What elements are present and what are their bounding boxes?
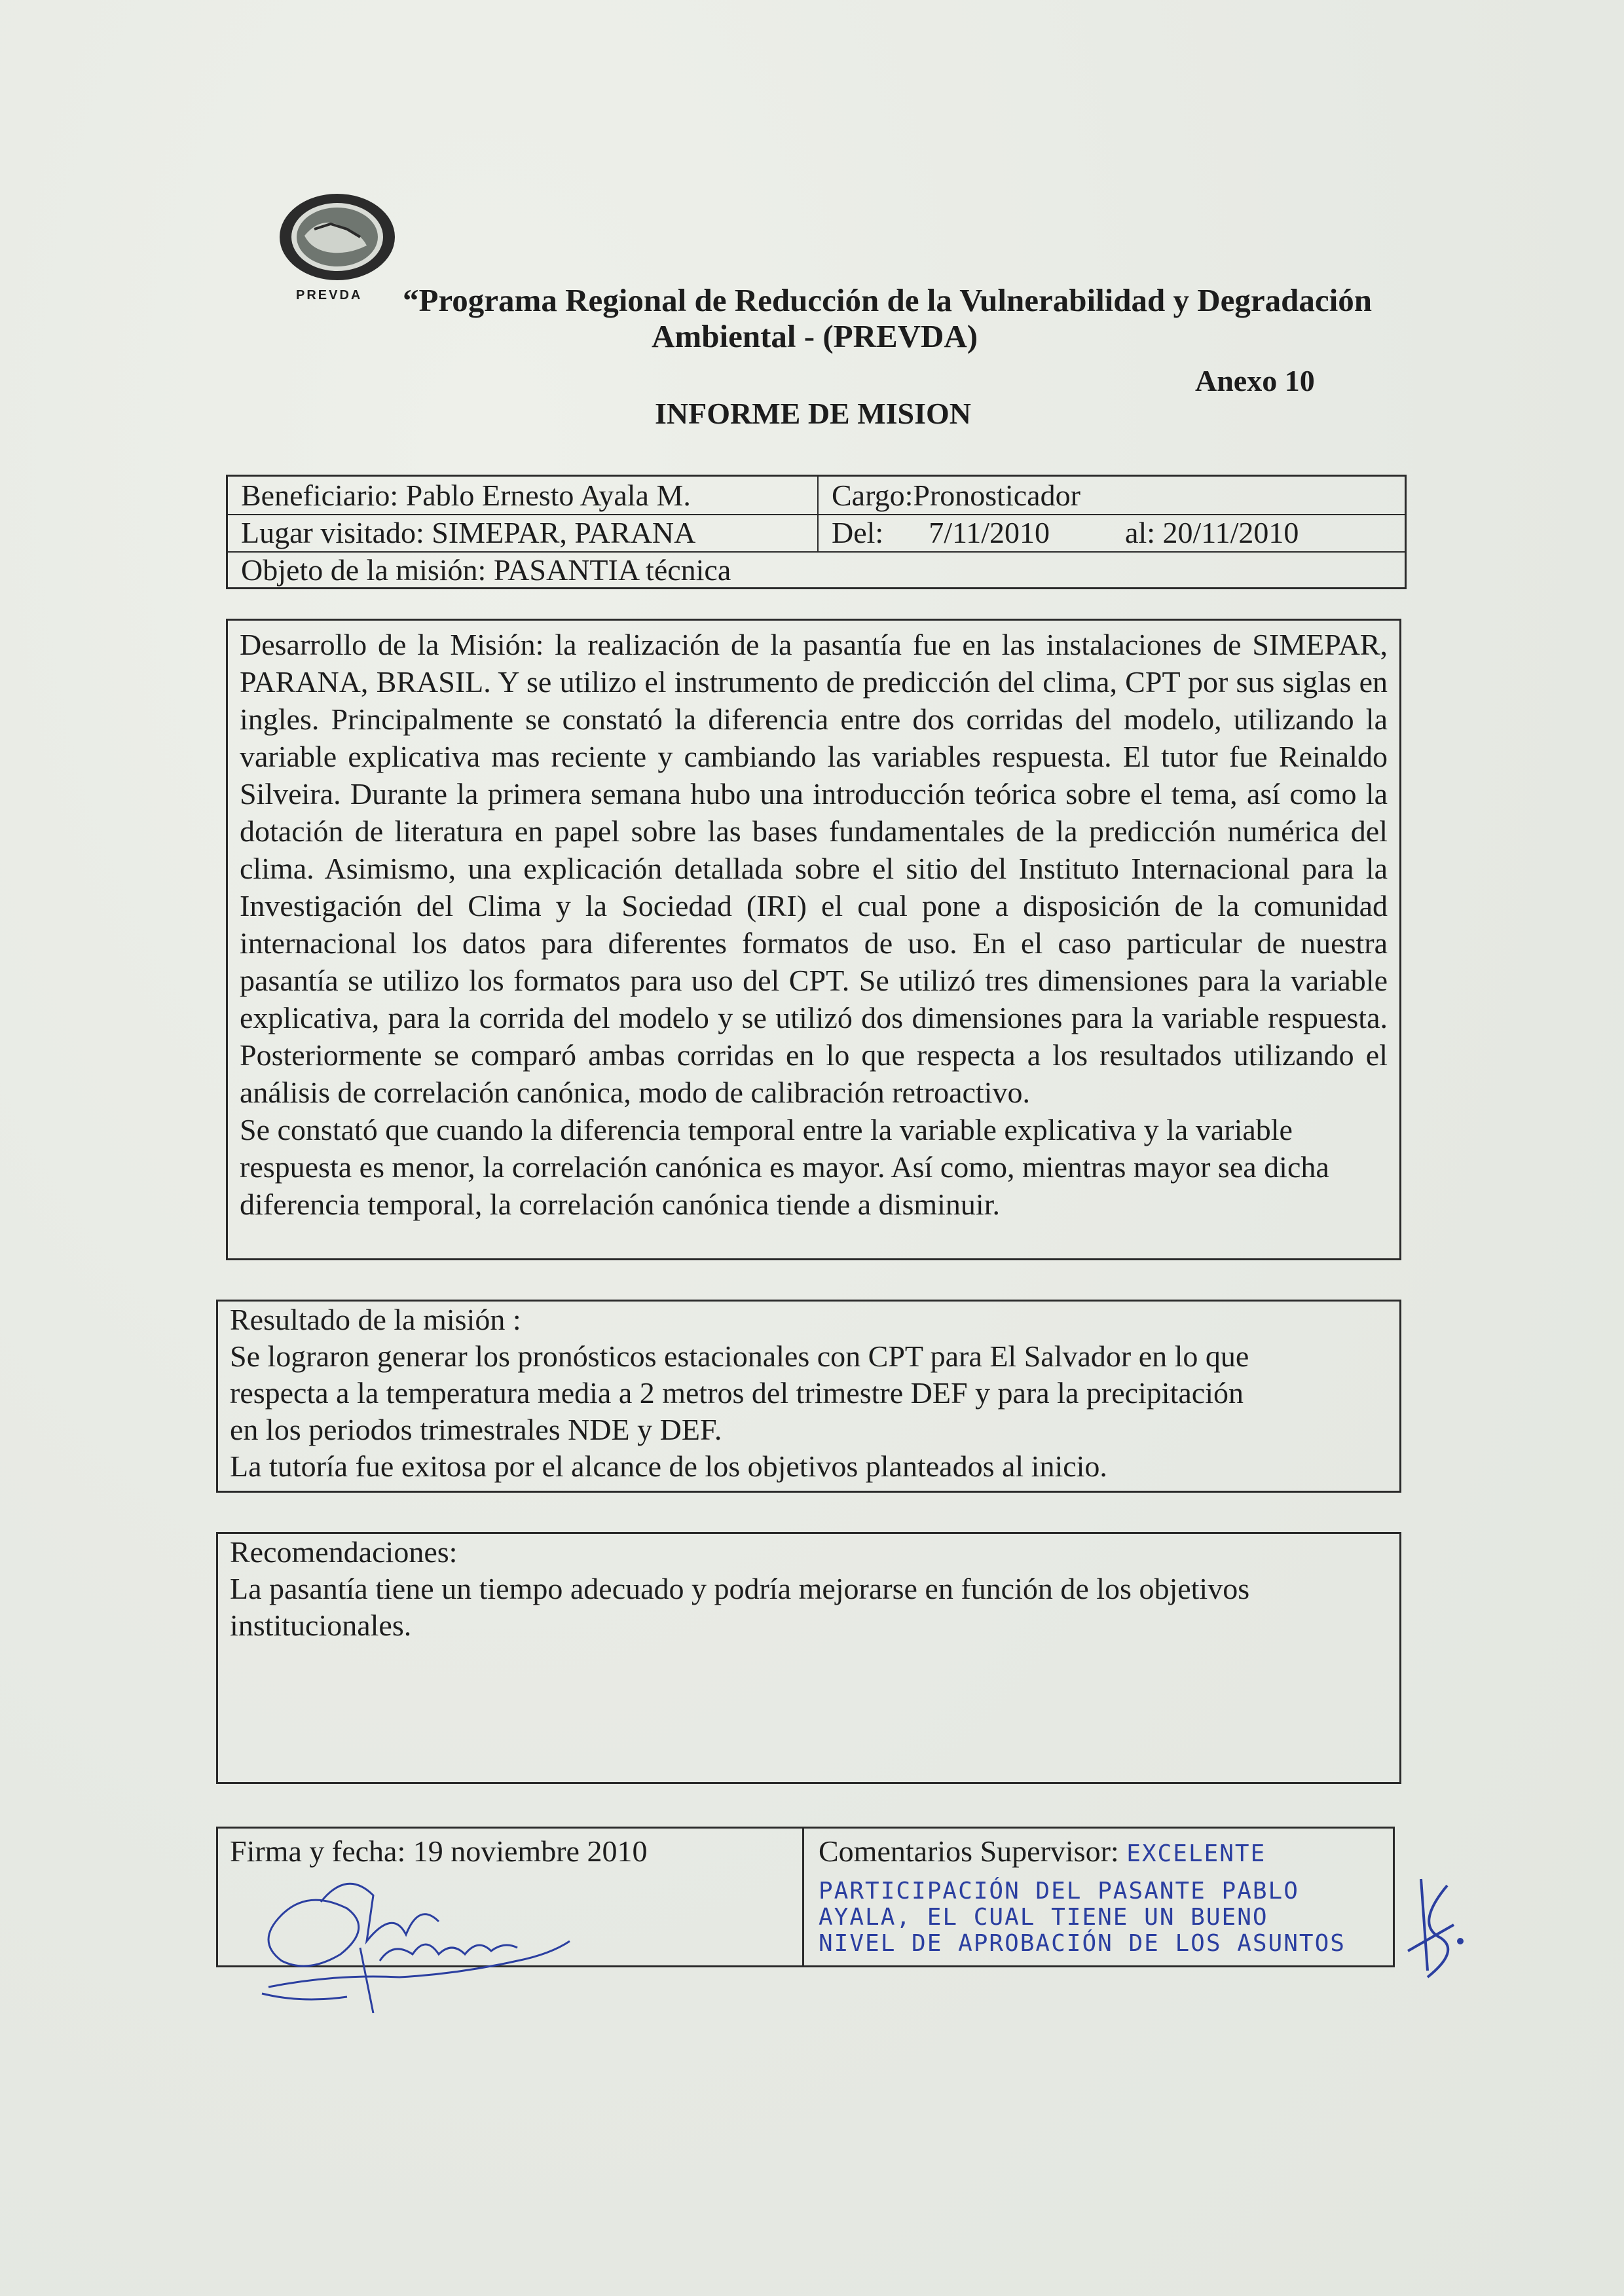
info-row-1 [228, 477, 1405, 515]
supervisor-comments-label: Comentarios Supervisor: [819, 1834, 1119, 1868]
supervisor-handwriting: EXCELENTE [1126, 1840, 1266, 1867]
recommendations-box [216, 1532, 1401, 1784]
result-line: La tutoría fue exitosa por el alcance de los objetivos planteados al inicio. [230, 1449, 1107, 1483]
supervisor-comments-cell [804, 1829, 1393, 1965]
logo-caption: PREVDA [296, 288, 363, 302]
result-line: respecta a la temperatura media a 2 metros del trimestre DEF y para la precipitación [230, 1376, 1244, 1410]
mission-development-conclusion: Se constató que cuando la diferencia temporal entre la variable explicativa y la variable respuesta es menor, la correlación canónica es mayor. Así como, mientras mayor sea dicha diferencia temporal, la correlación canónica tiende a disminuir. [240, 1113, 1329, 1221]
mission-info-table [226, 475, 1407, 589]
report-title: INFORME DE MISION [655, 397, 972, 430]
supervisor-handwriting: PARTICIPACIÓN DEL PASANTE PABLO [819, 1878, 1299, 1904]
result-line: Se lograron generar los pronósticos estacionales con CPT para El Salvador en lo que [230, 1339, 1249, 1373]
place-field: Lugar visitado: SIMEPAR, PARANA [241, 516, 696, 549]
supervisor-handwriting: NIVEL DE APROBACIÓN DE LOS ASUNTOS [819, 1930, 1346, 1957]
supervisor-initial-mark [1401, 1872, 1467, 1984]
mission-object-field: Objeto de la misión: PASANTIA técnica [241, 553, 731, 587]
mission-development-text: Desarrollo de la Misión: la realización de la pasantía fue en las instalaciones de SIMEPAR, PARANA, BRASIL. Y se utilizo el instrumento de predicción del clima, CPT por sus siglas en ingles. Principalmente se constató la diferencia entre dos corridas del modelo, utilizando la variable explicativa mas reciente y cambiando las variables respuesta. El tutor fue Reinaldo Silveira. Durante la primera semana hubo una introducción teórica sobre el tema, así como la dotación de literatura en papel sobre las bases fundamentales de la predicción numérica del clima. Asimismo, una explicación detallada sobre el sitio del Instituto Internacional para la Investigación del Clima y la Sociedad (IRI) el cual pone a disposición de la comunidad internacional los datos para diferentes formatos de uso. En el caso particular de nuestra pasantía se utilizo los formatos para uso del CPT. Se utilizó tres dimensiones para la variable explicativa, para la corrida del modelo y se utilizó dos dimensiones para la variable respuesta. Posteriormente se comparó ambas corridas en lo que respecta a los resultados utilizando el análisis de correlación canónica, modo de calibración retroactivo. [240, 628, 1388, 1109]
result-line: en los periodos trimestrales NDE y DEF. [230, 1413, 722, 1446]
recommendation-line: institucionales. [230, 1609, 412, 1642]
signature-date-label: Firma y fecha: 19 noviembre 2010 [230, 1834, 648, 1868]
dates-field: Del: 7/11/2010 al: 20/11/2010 [817, 514, 1299, 551]
program-title-continued: Ambiental - (PREVDA) [652, 318, 978, 354]
beneficiary-field: Beneficiario: Pablo Ernesto Ayala M. [241, 479, 691, 512]
supervisor-handwriting: AYALA, EL CUAL TIENE UN BUENO [819, 1904, 1268, 1931]
position-field: Cargo:Pronosticador [817, 477, 1080, 514]
mission-result-box [216, 1300, 1401, 1493]
mission-development-box [226, 619, 1401, 1260]
prevda-logo [275, 190, 399, 288]
info-row-2 [228, 514, 1405, 553]
info-row-3 [228, 551, 1405, 589]
recommendations-label: Recomendaciones: [230, 1535, 458, 1569]
result-label: Resultado de la misión : [230, 1303, 521, 1336]
annex-number: Anexo 10 [1195, 364, 1315, 397]
recommendation-line: La pasantía tiene un tiempo adecuado y podría mejorarse en función de los objetivos [230, 1572, 1250, 1605]
program-title: “Programa Regional de Reducción de la Vulnerabilidad y Degradación [403, 282, 1373, 318]
handwritten-signature [242, 1863, 583, 2013]
